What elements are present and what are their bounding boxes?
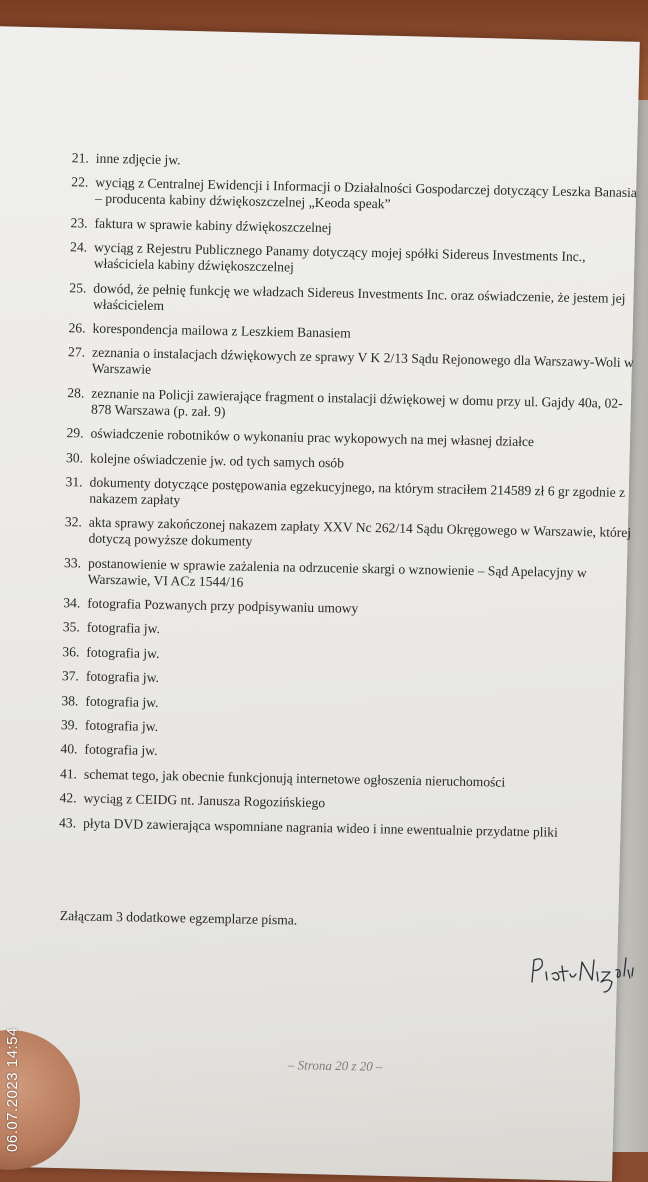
list-item-text: dowód, że pełnię funkcję we władzach Sidereus Investments Inc. oraz oświadczenie, że jestem jej właścicielem [92,280,626,313]
attachment-note: Załączam 3 dodatkowe egzemplarze pisma. [59,908,298,928]
list-item-number: 34. [63,595,81,611]
list-item-text: postanowienie w sprawie zażalenia na odrzucenie skargi o wznowienie – Sąd Apelacyjny w Warszawie, VI ACz 1544/16 [87,555,587,590]
list-item [55,385,636,428]
list-item-number: 26. [68,320,86,336]
list-item-number: 28. [67,384,85,401]
list-item-text: fotografia jw. [84,717,159,735]
list-item-number: 32. [64,514,83,530]
list-item-number: 29. [66,425,84,441]
list-item [58,215,638,242]
list-item [49,717,629,744]
list-item-number: 41. [59,765,78,782]
list-item-text: faktura w sprawie kabiny dźwiękoszczelnej [94,215,332,236]
list-item [54,425,634,452]
list-item [47,814,627,841]
list-item-text: schemat tego, jak obecnie funkcjonują internetowe ogłoszenia nieruchomości [83,766,506,790]
list-item-number: 42. [59,790,77,806]
list-item-text: wyciąg z CEIDG nt. Janusza Rogozińskiego [83,790,326,811]
list-item [52,514,633,557]
list-item-text: fotografia jw. [86,620,161,637]
list-item-text: dokumenty dotyczące postępowania egzekucyjnego, na którym straciłem 214589 zł 6 gr zgodnie z nakazem zapłaty [89,474,626,508]
list-item [48,766,628,793]
list-item [48,741,628,768]
list-item-number: 40. [60,741,78,757]
list-item-number: 37. [61,668,80,684]
list-item-text: fotografia jw. [84,742,158,759]
list-item [56,320,636,347]
list-item-text: wyciąg z Rejestru Publicznego Panamy dotyczący mojej spółki Sidereus Investments Inc., właściciela kabiny dźwiękoszczelnej [93,239,586,275]
list-item [58,239,639,282]
list-item-number: 33. [63,554,82,571]
list-item-number: 39. [60,717,79,733]
photo-timestamp: 06.07.2023 14:54 [4,1027,21,1152]
list-item [54,449,634,476]
list-item [49,693,629,720]
list-item-text: fotografia jw. [85,668,160,686]
list-item-text: wyciąg z Centralnej Ewidencji i Informacji o Działalności Gospodarczej dotyczący Leszka Banasia – producenta kabiny dźwiękoszczelnej „Keoda speak” [94,175,638,212]
list-item-text: oświadczenie robotników o wykonaniu prac wykopowych na mej własnej działce [90,425,535,450]
list-item [52,555,633,598]
list-item-text: fotografia jw. [86,644,160,661]
list-item-number: 23. [70,214,88,231]
list-item-number: 36. [62,643,80,660]
list-item [57,280,638,323]
list-item [50,668,630,695]
list-item [51,619,631,646]
list-item [56,344,637,387]
list-item-text: fotografia jw. [85,693,159,710]
attachment-list [47,150,640,842]
list-item [50,644,630,671]
page-footer: – Strona 20 z 20 – [287,1057,383,1074]
list-item-number: 22. [71,174,89,190]
list-item-text: fotografia Pozwanych przy podpisywaniu umowy [87,595,359,616]
list-item-number: 25. [69,279,87,296]
list-item-text: inne zdjęcie jw. [95,150,181,168]
list-item [53,474,634,517]
attachment-list-container [45,150,640,961]
list-item [47,790,627,817]
list-item-text: zeznania o instalacjach dźwiękowych ze sprawy V K 2/13 Sądu Rejonowego dla Warszawy-Woli w Warszawie [91,344,634,378]
list-item-number: 30. [65,449,84,466]
list-item-text: kolejne oświadczenie jw. od tych samych osób [89,450,345,471]
list-item-number: 27. [67,344,86,360]
list-item-number: 31. [65,474,83,490]
list-item-number: 35. [62,619,80,635]
list-item-number: 43. [58,814,77,831]
list-item-text: akta sprawy zakończonej nakazem zapłaty XXV Nc 262/14 Sądu Okręgowego w Warszawie, której dotyczą powyższe dokumenty [88,514,632,550]
list-item [59,174,640,217]
list-item-text: korespondencja mailowa z Leszkiem Banasiem [92,320,351,341]
list-item-number: 38. [61,692,79,709]
list-item-text: zeznanie na Policji zawierające fragment o instalacji dźwiękowej w domu przy ul. Gajdy 40a, 02-878 Warszawa (p. zał. 9) [90,385,623,419]
list-item-text: płyta DVD zawierająca wspomniane nagrania wideo i inne ewentualnie przydatne pliki [82,815,559,840]
list-item [51,595,631,622]
handwritten-signature [524,948,644,998]
list-item-number: 21. [71,150,89,166]
list-item-number: 24. [69,239,88,255]
